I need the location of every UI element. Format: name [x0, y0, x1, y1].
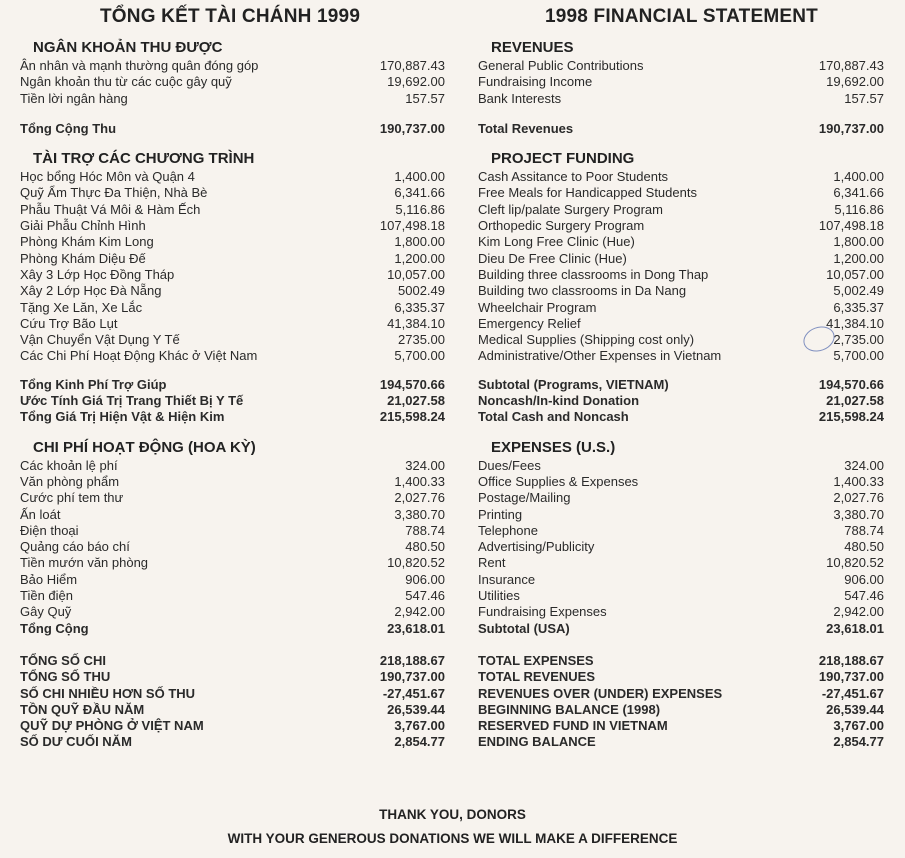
line-amount: 10,820.52 [387, 555, 445, 571]
line-label: TỔNG SỐ THU [20, 669, 111, 685]
revenue-row [478, 91, 884, 107]
expense-row [478, 604, 884, 620]
line-label: Noncash/In-kind Donation [478, 393, 640, 409]
line-label: Fundraising Income [478, 74, 593, 90]
program-row [20, 300, 445, 316]
line-amount: 324.00 [844, 457, 884, 473]
line-amount: 3,767.00 [394, 718, 445, 734]
line-amount: 170,887.43 [379, 58, 445, 73]
line-amount: 190,737.00 [818, 120, 884, 136]
expense-total-row [478, 621, 884, 637]
line-amount: 5,700.00 [394, 348, 445, 364]
line-label: Advertising/Publicity [478, 539, 595, 555]
line-amount: 5,700.00 [833, 348, 884, 364]
line-label: Cước phí tem thư [20, 490, 124, 506]
summary-row [478, 669, 884, 685]
line-label: REVENUES OVER (UNDER) EXPENSES [478, 685, 723, 701]
revenue-row [478, 74, 884, 90]
line-amount: 1,800.00 [833, 234, 884, 250]
line-amount: 215,598.24 [818, 409, 884, 425]
line-amount: 5,116.86 [395, 201, 445, 217]
program-row [478, 283, 884, 299]
spacer [20, 107, 445, 121]
line-label: Bank Interests [478, 90, 562, 106]
line-amount: 6,335.37 [394, 299, 445, 315]
line-label: Wheelchair Program [478, 299, 597, 315]
line-amount: 190,737.00 [379, 669, 445, 685]
revenue-total-row [478, 121, 884, 137]
line-amount: 215,598.24 [379, 409, 445, 425]
line-amount: 6,335.37 [833, 299, 884, 315]
line-label: Utilities [478, 588, 520, 604]
line-label: Phẫu Thuật Vá Môi & Hàm Ếch [20, 201, 201, 217]
line-label: Gây Quỹ [20, 604, 72, 620]
line-amount: 2,027.76 [394, 490, 445, 506]
line-label: Tiền điện [20, 588, 73, 604]
program-row [478, 300, 884, 316]
expense-total-row [20, 621, 445, 637]
line-label: Văn phòng phẩm [20, 473, 120, 489]
line-label: Điện thoại [20, 522, 79, 538]
line-amount: 194,570.66 [818, 376, 884, 392]
line-label: Tổng Cộng Thu [20, 120, 117, 136]
expense-row [20, 555, 445, 571]
spacer [20, 637, 445, 653]
program-row [20, 234, 445, 250]
line-amount: 1,400.33 [394, 473, 445, 489]
line-label: Ấn loát [20, 506, 61, 522]
expense-row [478, 507, 884, 523]
program-row [478, 234, 884, 250]
line-label: QUỸ DỰ PHÒNG Ở VIỆT NAM [20, 718, 204, 734]
expense-row [478, 539, 884, 555]
line-label: Ân nhân và mạnh thường quân đóng góp [20, 58, 259, 73]
line-label: TOTAL REVENUES [478, 669, 596, 685]
program-total-row [478, 409, 884, 425]
revenue-row [20, 91, 445, 107]
programs-heading: PROJECT FUNDING [491, 150, 635, 168]
line-label: Tiền lời ngân hàng [20, 90, 128, 106]
line-label: Dues/Fees [478, 457, 541, 473]
line-label: Bảo Hiểm [20, 571, 78, 587]
line-amount: 906.00 [405, 571, 445, 587]
line-amount: 1,400.00 [833, 169, 884, 185]
line-label: Giải Phẫu Chỉnh Hình [20, 218, 146, 234]
line-label: Kim Long Free Clinic (Hue) [478, 234, 635, 250]
spacer [478, 637, 884, 653]
summary-row [478, 734, 884, 750]
line-amount: 41,384.10 [387, 315, 445, 331]
line-label: Tổng Cộng [20, 620, 89, 636]
line-label: SỐ DƯ CUỐI NĂM [20, 734, 132, 750]
line-amount: 10,820.52 [826, 555, 884, 571]
spacer [20, 365, 445, 377]
line-amount: 194,570.66 [379, 376, 445, 392]
program-total-row [20, 409, 445, 425]
expenses-heading: CHI PHÍ HOẠT ĐỘNG (HOA KỲ) [33, 438, 256, 456]
line-amount: 170,887.43 [818, 58, 884, 73]
expense-row [478, 588, 884, 604]
line-amount: 2,942.00 [833, 604, 884, 620]
summary-row [478, 686, 884, 702]
line-amount: 5002.49 [398, 283, 445, 299]
expense-row [20, 539, 445, 555]
program-row [478, 202, 884, 218]
spacer [478, 137, 884, 149]
revenue-row [20, 58, 445, 74]
line-label: Medical Supplies (Shipping cost only) [478, 332, 695, 348]
line-label: Xây 2 Lớp Học Đà Nẵng [20, 283, 162, 299]
line-amount: 218,188.67 [818, 652, 884, 668]
program-row [478, 251, 884, 267]
program-row [478, 185, 884, 201]
line-label: RESERVED FUND IN VIETNAM [478, 718, 668, 734]
line-amount: 3,380.70 [394, 506, 445, 522]
program-row [478, 218, 884, 234]
line-label: Subtotal (USA) [478, 620, 570, 636]
line-amount: 547.46 [844, 588, 884, 604]
expense-row [478, 572, 884, 588]
line-label: Quỹ Ẩm Thực Đa Thiện, Nhà Bè [20, 185, 208, 201]
column-english [478, 38, 884, 751]
expense-row [478, 523, 884, 539]
line-label: Cash Assitance to Poor Students [478, 169, 669, 185]
line-amount: 1,400.00 [394, 169, 445, 185]
expense-row [20, 572, 445, 588]
program-row [20, 169, 445, 185]
line-label: Các khoản lệ phí [20, 457, 118, 473]
line-label: Subtotal (Programs, VIETNAM) [478, 376, 669, 392]
line-amount: 218,188.67 [379, 652, 445, 668]
line-amount: 2,942.00 [394, 604, 445, 620]
line-label: Cứu Trợ Bão Lụt [20, 315, 118, 331]
line-label: Ước Tính Giá Trị Trang Thiết Bị Y Tế [20, 393, 244, 409]
line-label: Học bổng Hóc Môn và Quận 4 [20, 169, 195, 185]
line-label: Cleft lip/palate Surgery Program [478, 201, 663, 217]
program-row [478, 267, 884, 283]
line-amount: 5,116.86 [834, 201, 884, 217]
line-label: Free Meals for Handicapped Students [478, 185, 697, 201]
line-label: General Public Contributions [478, 58, 644, 73]
revenue-row [478, 58, 884, 74]
line-amount: 2,735.00 [833, 332, 884, 348]
line-amount: 324.00 [405, 457, 445, 473]
spacer [478, 365, 884, 377]
summary-row [20, 718, 445, 734]
line-label: Ngân khoản thu từ các cuộc gây quỹ [20, 74, 232, 90]
title-vietnamese: TỔNG KẾT TÀI CHÁNH 1999 [100, 6, 361, 27]
line-label: SỐ CHI NHIỀU HƠN SỐ THU [20, 685, 196, 701]
program-row [20, 185, 445, 201]
line-label: Các Chi Phí Hoạt Động Khác ở Việt Nam [20, 348, 258, 364]
line-label: TỒN QUỸ ĐẦU NĂM [20, 701, 145, 717]
expense-row [478, 474, 884, 490]
line-amount: 107,498.18 [379, 218, 445, 234]
line-label: Dieu De Free Clinic (Hue) [478, 250, 627, 266]
line-amount: 547.46 [405, 588, 445, 604]
line-amount: 2,854.77 [394, 734, 445, 750]
line-label: Administrative/Other Expenses in Vietnam [478, 348, 722, 364]
program-row [478, 169, 884, 185]
line-amount: 6,341.66 [394, 185, 445, 201]
line-label: Phòng Khám Kim Long [20, 234, 154, 250]
line-label: Tổng Kinh Phí Trợ Giúp [20, 376, 167, 392]
footer-thank-you: THANK YOU, DONORS [379, 807, 526, 822]
line-amount: 2,854.77 [833, 734, 884, 750]
line-amount: -27,451.67 [382, 685, 445, 701]
line-label: Orthopedic Surgery Program [478, 218, 645, 234]
program-total-row [20, 377, 445, 393]
line-label: ENDING BALANCE [478, 734, 596, 750]
line-amount: 906.00 [844, 571, 884, 587]
line-label: Building two classrooms in Da Nang [478, 283, 687, 299]
line-label: Fundraising Expenses [478, 604, 607, 620]
revenues-heading: REVENUES [491, 39, 574, 56]
line-amount: 21,027.58 [826, 393, 884, 409]
expense-row [20, 507, 445, 523]
line-label: Quảng cáo báo chí [20, 539, 130, 555]
program-total-row [20, 393, 445, 409]
line-amount: 10,057.00 [387, 266, 445, 282]
line-amount: 190,737.00 [818, 669, 884, 685]
line-label: TOTAL EXPENSES [478, 652, 594, 668]
line-label: Total Cash and Noncash [478, 409, 629, 425]
line-label: TỔNG SỐ CHI [20, 652, 106, 668]
revenues-heading: NGÂN KHOẢN THU ĐƯỢC [33, 39, 223, 56]
expense-row [20, 523, 445, 539]
program-row [20, 332, 445, 348]
line-amount: 3,767.00 [833, 718, 884, 734]
revenue-row [20, 74, 445, 90]
line-amount: 157.57 [405, 90, 445, 106]
line-label: BEGINNING BALANCE (1998) [478, 701, 661, 717]
line-amount: 190,737.00 [379, 120, 445, 136]
expense-row [478, 490, 884, 506]
summary-row [20, 653, 445, 669]
expense-row [20, 490, 445, 506]
program-row [20, 348, 445, 364]
line-amount: 480.50 [844, 539, 884, 555]
expense-row [478, 555, 884, 571]
line-label: Vận Chuyển Vật Dụng Y Tế [20, 332, 180, 348]
program-row [20, 316, 445, 332]
line-amount: 157.57 [844, 90, 884, 106]
line-amount: 19,692.00 [387, 74, 445, 90]
titles [0, 6, 905, 34]
line-amount: 1,200.00 [833, 250, 884, 266]
line-amount: 480.50 [405, 539, 445, 555]
line-label: Tặng Xe Lăn, Xe Lắc [20, 299, 143, 315]
line-amount: 2,027.76 [833, 490, 884, 506]
spacer [478, 426, 884, 438]
line-label: Tổng Giá Trị Hiện Vật & Hiện Kim [20, 409, 225, 425]
spacer [478, 107, 884, 121]
line-amount: 1,800.00 [394, 234, 445, 250]
title-english: 1998 FINANCIAL STATEMENT [545, 6, 818, 27]
program-row [20, 283, 445, 299]
line-label: Xây 3 Lớp Học Đồng Tháp [20, 266, 175, 282]
summary-row [20, 734, 445, 750]
expenses-heading: EXPENSES (U.S.) [491, 438, 616, 456]
spacer [20, 426, 445, 438]
program-total-row [478, 377, 884, 393]
line-amount: 19,692.00 [826, 74, 884, 90]
line-label: Rent [478, 555, 506, 571]
line-amount: 21,027.58 [387, 393, 445, 409]
line-amount: 1,200.00 [394, 250, 445, 266]
line-amount: 23,618.01 [826, 620, 884, 636]
line-amount: -27,451.67 [821, 685, 884, 701]
programs-heading: TÀI TRỢ CÁC CHƯƠNG TRÌNH [33, 150, 255, 168]
line-label: Telephone [478, 522, 538, 538]
revenue-total-row [20, 121, 445, 137]
program-row [20, 202, 445, 218]
summary-row [478, 718, 884, 734]
line-amount: 26,539.44 [826, 701, 884, 717]
expense-row [20, 588, 445, 604]
program-row [20, 267, 445, 283]
line-label: Phòng Khám Diệu Đế [20, 250, 146, 266]
line-amount: 788.74 [844, 522, 884, 538]
expense-row [20, 474, 445, 490]
program-total-row [478, 393, 884, 409]
expense-row [20, 458, 445, 474]
summary-row [478, 653, 884, 669]
line-label: Insurance [478, 571, 536, 587]
line-label: Printing [478, 506, 523, 522]
expense-row [20, 604, 445, 620]
line-label: Postage/Mailing [478, 490, 571, 506]
column-vietnamese [20, 38, 445, 751]
program-row [20, 218, 445, 234]
line-amount: 26,539.44 [387, 701, 445, 717]
line-amount: 788.74 [405, 522, 445, 538]
summary-row [478, 702, 884, 718]
line-amount: 3,380.70 [833, 506, 884, 522]
program-row [20, 251, 445, 267]
line-amount: 1,400.33 [833, 473, 884, 489]
line-amount: 5,002.49 [833, 283, 884, 299]
line-label: Office Supplies & Expenses [478, 473, 639, 489]
spacer [20, 137, 445, 149]
line-label: Tiền mướn văn phòng [20, 555, 149, 571]
line-amount: 107,498.18 [818, 218, 884, 234]
program-row [478, 348, 884, 364]
expense-row [478, 458, 884, 474]
line-amount: 41,384.10 [826, 315, 884, 331]
line-label: Emergency Relief [478, 315, 581, 331]
summary-row [20, 686, 445, 702]
line-amount: 6,341.66 [833, 185, 884, 201]
summary-row [20, 702, 445, 718]
footer-tagline: WITH YOUR GENEROUS DONATIONS WE WILL MAKE A DIFFERENCE [227, 831, 678, 846]
summary-row [20, 669, 445, 685]
line-amount: 10,057.00 [826, 266, 884, 282]
line-label: Building three classrooms in Dong Thap [478, 266, 709, 282]
line-label: Total Revenues [478, 120, 574, 136]
line-amount: 23,618.01 [387, 620, 445, 636]
line-amount: 2735.00 [398, 332, 445, 348]
